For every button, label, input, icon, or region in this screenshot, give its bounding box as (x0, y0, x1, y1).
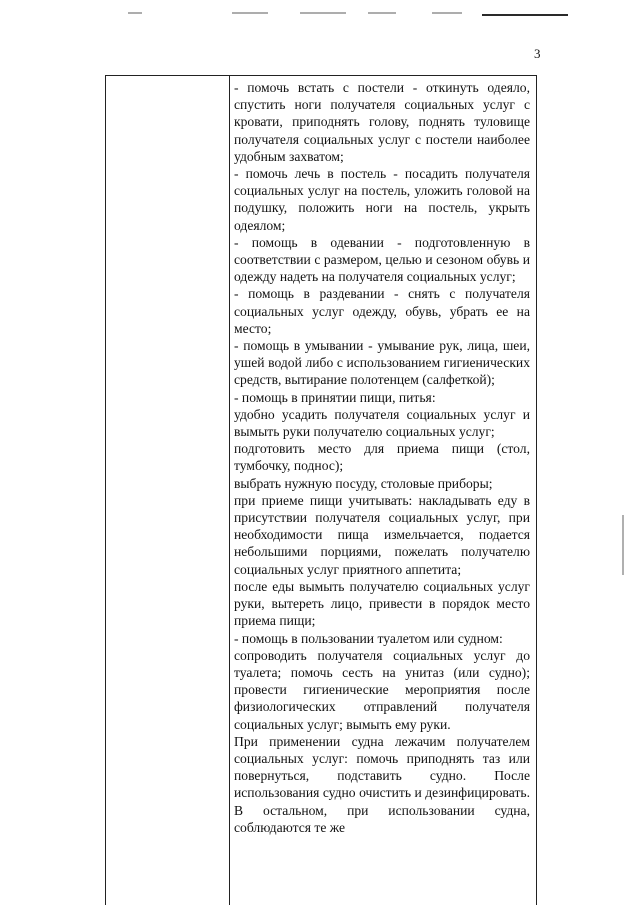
paragraph-washing: - помощь в умывании - умывание рук, лица, шеи, ушей водой либо с использованием гигиенических средств, вытирание полотенцем (салфеткой); (234, 338, 530, 388)
scan-artifact (128, 12, 142, 14)
paragraph-during-meal: при приеме пищи учитывать: накладывать еду в присутствии получателя социальных услуг, при необходимости пища измельчается, подается небольшими порциями, пожелать получателю социальных услуг приятного аппетита; (234, 492, 530, 577)
paragraph-get-up: - помочь встать с постели - откинуть одеяло, спустить ноги получателя социальных услуг с кровати, приподнять голову, поднять туловище получателя социальных услуг с постели наиболее удобным захватом; (234, 80, 530, 164)
paragraph-seat-recipient: удобно усадить получателя социальных услуг и вымыть руки получателю социальных услуг; (234, 406, 530, 440)
paragraph-eating-heading: - помощь в принятии пищи, питья: (234, 389, 436, 405)
procedure-table (105, 75, 537, 905)
scan-artifact (368, 12, 396, 14)
page-number: 3 (534, 46, 541, 61)
column-divider (229, 76, 230, 905)
paragraph-undressing: - помощь в раздевании - снять с получателя социальных услуг одежду, обувь, убрать ее на место; (234, 286, 530, 336)
paragraph-prepare-place: подготовить место для приема пищи (стол, тумбочку, поднос); (234, 441, 530, 474)
scan-artifact (300, 12, 346, 14)
scan-artifact (432, 12, 462, 14)
scan-artifact (232, 12, 268, 14)
scan-artifact (482, 14, 568, 16)
paragraph-lie-down: - помочь лечь в постель - посадить получателя социальных услуг на постель, уложить головой на подушку, положить ноги на постель, укрыть одеялом; (234, 166, 530, 233)
paragraph-dressing: - помощь в одевании - подготовленную в соответствии с размером, целью и сезоном обувь и одежду надеть на получателя социальных услуг; (234, 234, 530, 285)
paragraph-after-meal: после еды вымыть получателю социальных услуг руки, вытереть лицо, привести в порядок место приема пищи; (234, 578, 530, 629)
scan-edge-mark (622, 515, 624, 575)
paragraph-toilet-heading: - помощь в пользовании туалетом или судном: (234, 630, 503, 646)
paragraph-choose-dishes: выбрать нужную посуду, столовые приборы; (234, 475, 493, 491)
paragraph-bedpan-use: При применении судна лежачим получателем социальных услуг: помочь приподнять таз или повернуться, подставить судно. После использования судно очистить и дезинфицировать. В остальном, при использовании судна, соблюдаются те же (234, 733, 530, 835)
paragraph-toilet-steps: сопроводить получателя социальных услуг до туалета; помочь сесть на унитаз (или судно); провести гигиенические мероприятия после физиологических отправлений получателя социальных услуг; вымыть ему руки. (234, 647, 530, 732)
service-description-cell (234, 79, 530, 836)
